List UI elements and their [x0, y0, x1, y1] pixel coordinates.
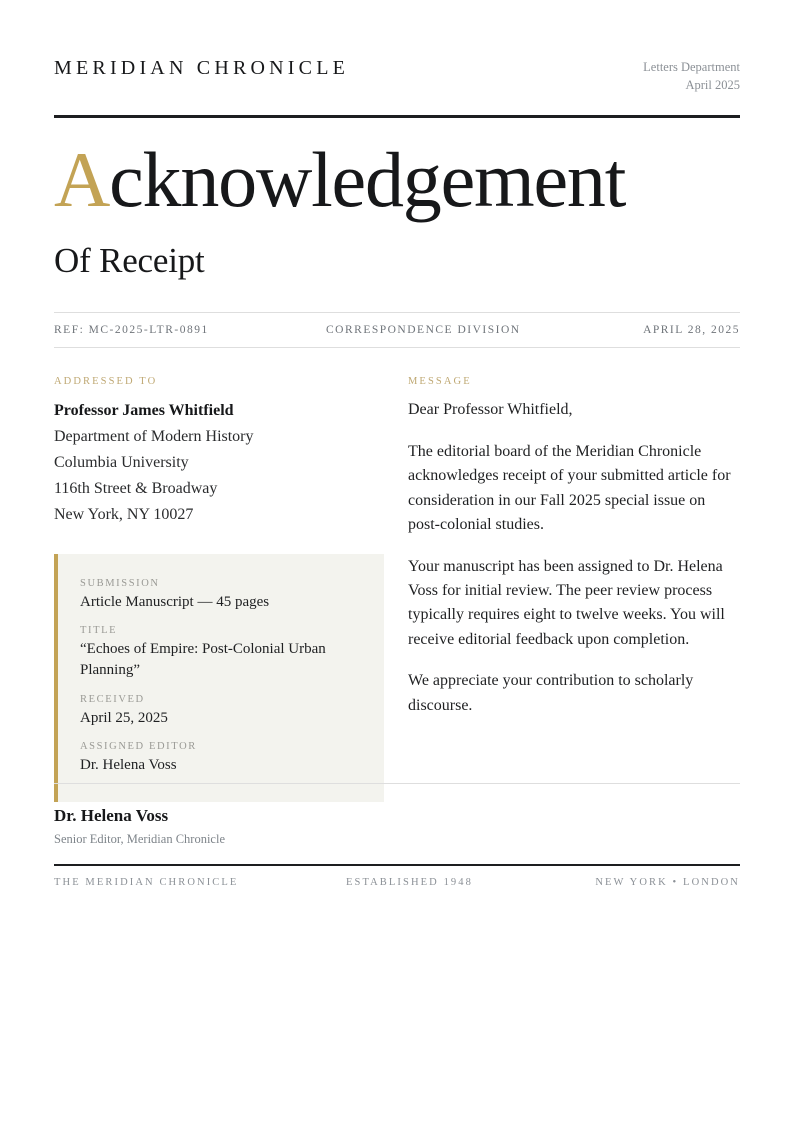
addressee-column [54, 376, 384, 802]
document-meta-strip [54, 312, 740, 348]
message-column [384, 376, 740, 718]
message-salutation: Dear Professor Whitfield, [408, 401, 573, 419]
masthead [54, 0, 740, 94]
title-value: “Echoes of Empire: Post-Colonial Urban Planning” [80, 641, 326, 679]
addressee-line: Columbia University [54, 454, 189, 471]
issue-date: April 2025 [685, 78, 740, 93]
message-eyebrow: MESSAGE [408, 376, 472, 388]
footer-established: ESTABLISHED 1948 [346, 877, 473, 888]
page-footer [54, 864, 740, 888]
assigned-editor-label: ASSIGNED EDITOR [80, 741, 197, 753]
submission-value: Article Manuscript — 45 pages [80, 593, 270, 610]
footer-publication: THE MERIDIAN CHRONICLE [54, 877, 239, 888]
signatory-role: Senior Editor, Meridian Chronicle [54, 832, 225, 847]
message-paragraph: Your manuscript has been assigned to Dr. Helena Voss for initial review. The peer review process typically requires eight to twelve weeks. You will receive editorial feedback upon completion. [408, 557, 725, 648]
page-subtitle: Of Receipt [54, 240, 205, 280]
assigned-editor-value: Dr. Helena Voss [80, 757, 177, 774]
addressee-line: 116th Street & Broadway [54, 479, 218, 497]
message-paragraph: The editorial board of the Meridian Chronicle acknowledges receipt of your submitted article for consideration in our Fall 2025 special issue on post-colonial studies. [408, 442, 731, 534]
signatory-name: Dr. Helena Voss [54, 806, 169, 825]
division-label: CORRESPONDENCE DIVISION [326, 324, 521, 337]
submission-label: SUBMISSION [80, 577, 160, 589]
department-label: Letters Department [643, 60, 740, 74]
addressee-eyebrow: ADDRESSED TO [54, 376, 158, 388]
addressee-line: Department of Modern History [54, 428, 254, 446]
reference-number: REF: MC-2025-LTR-0891 [54, 324, 209, 337]
masthead-meta [643, 58, 740, 94]
received-label: RECEIVED [80, 693, 145, 705]
footer-locations: NEW YORK • LONDON [595, 877, 740, 888]
signature-block [54, 783, 740, 847]
addressee-line: New York, NY 10027 [54, 505, 194, 523]
title-main-rest: cknowledgement [109, 136, 626, 224]
received-value: April 25, 2025 [80, 709, 168, 726]
body-columns [54, 376, 740, 802]
title-label: TITLE [80, 625, 118, 637]
submission-details-card [54, 554, 384, 802]
title-dropcap: A [54, 136, 110, 224]
message-paragraph: We appreciate your contribution to scholarly discourse. [408, 672, 694, 714]
page-title [54, 136, 740, 224]
document-date: APRIL 28, 2025 [643, 324, 740, 337]
footer-row [54, 866, 740, 888]
addressee-name: Professor James Whitfield [54, 402, 234, 420]
publication-name: MERIDIAN CHRONICLE [54, 57, 350, 79]
title-block [54, 118, 740, 280]
